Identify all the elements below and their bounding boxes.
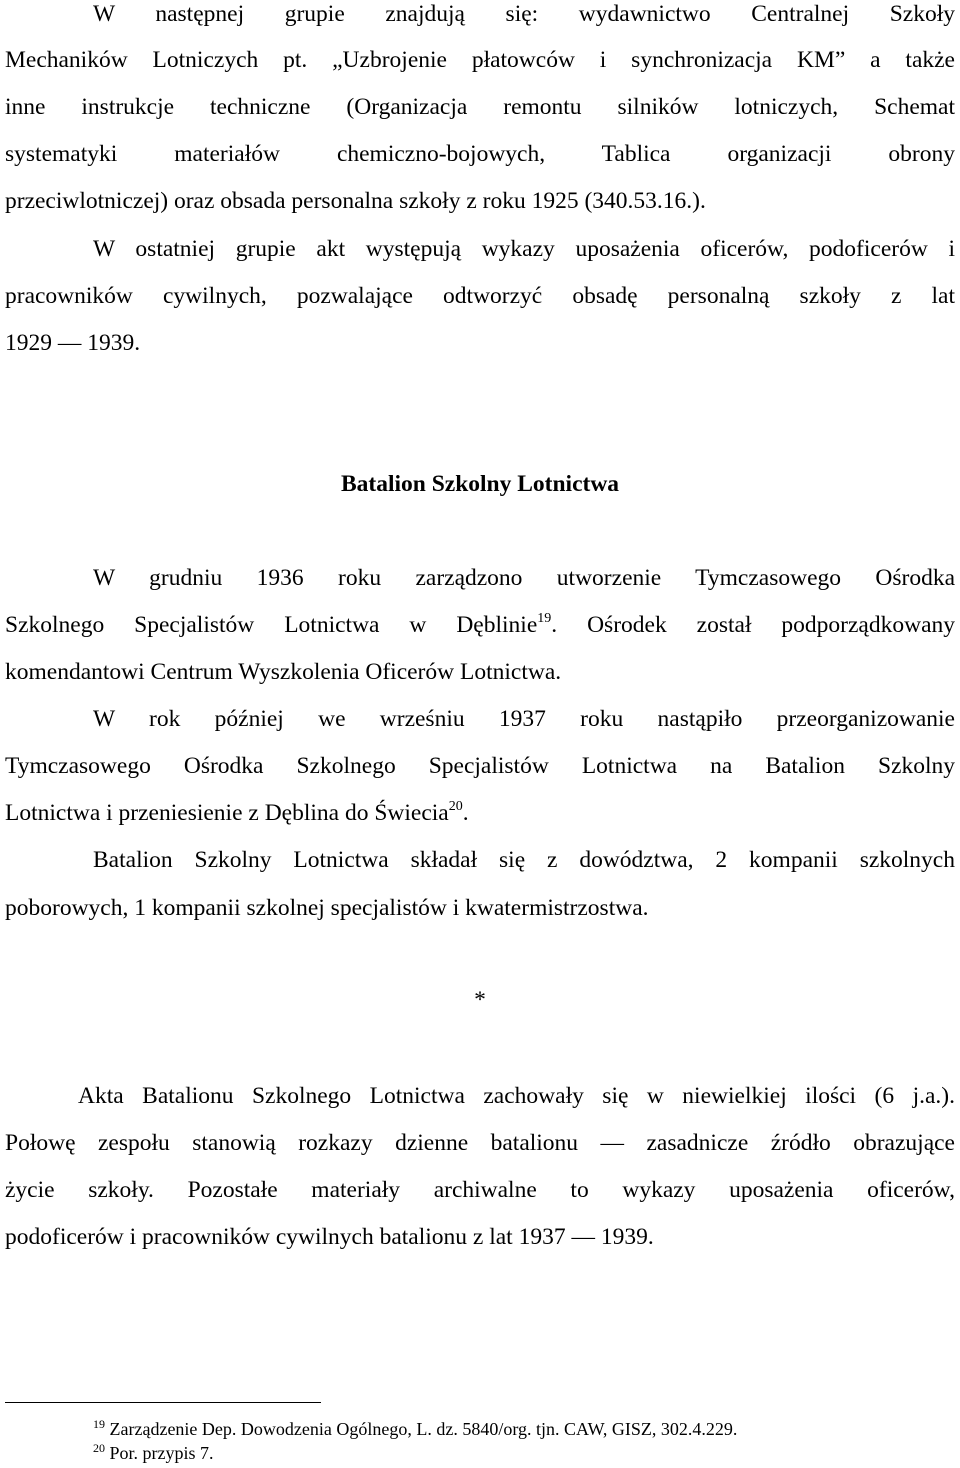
footnote-19 (93, 1418, 737, 1440)
paragraph-text: Szkolnego Specjalistów Lotnictwa w Dęblinie (5, 612, 538, 638)
footnote-ref-20[interactable]: 20 (448, 799, 463, 814)
paragraph-line: Akta Batalionu Szkolnego Lotnictwa zachowały się w niewielkiej ilości (6 j.a.). (78, 1083, 955, 1109)
paragraph-line (5, 799, 955, 827)
paragraph-line: W grudniu 1936 roku zarządzono utworzenie Tymczasowego Ośrodka (93, 565, 955, 591)
footnote-divider (5, 1402, 321, 1403)
paragraph-text: . Ośrodek został podporządkowany (551, 612, 956, 638)
paragraph-line: Tymczasowego Ośrodka Szkolnego Specjalistów Lotnictwa na Batalion Szkolny (5, 753, 955, 779)
paragraph-line: Batalion Szkolny Lotnictwa składał się z dowództwa, 2 kompanii szkolnych (93, 847, 955, 873)
paragraph-text: Lotnictwa i przeniesienie z Dęblina do Świecia (5, 800, 449, 826)
paragraph-line: Mechaników Lotniczych pt. „Uzbrojenie płatowców i synchronizacja KM” a także (5, 47, 955, 73)
paragraph-line: pracowników cywilnych, pozwalające odtworzyć obsadę personalną szkoły z lat (5, 283, 955, 309)
footnote-ref-19[interactable]: 19 (537, 611, 552, 626)
section-heading: Batalion Szkolny Lotnictwa (340, 471, 620, 497)
footnote-text: Por. przypis 7. (109, 1443, 214, 1463)
paragraph-line (5, 611, 955, 639)
paragraph-line: Połowę zespołu stanowią rozkazy dzienne batalionu — zasadnicze źródło obrazujące (5, 1130, 955, 1156)
paragraph-line: systematyki materiałów chemiczno-bojowych, Tablica organizacji obrony (5, 141, 955, 167)
footnote-20 (93, 1442, 214, 1464)
section-separator: * (474, 987, 486, 1013)
paragraph-line: W ostatniej grupie akt występują wykazy uposażenia oficerów, podoficerów i (93, 236, 955, 262)
paragraph-text: . (462, 800, 469, 826)
footnote-number: 20 (93, 1441, 105, 1455)
paragraph-line: podoficerów i pracowników cywilnych batalionu z lat 1937 — 1939. (5, 1224, 654, 1250)
paragraph-line: W następnej grupie znajdują się: wydawnictwo Centralnej Szkoły (93, 1, 955, 27)
paragraph-line: 1929 — 1939. (5, 330, 141, 356)
paragraph-line: przeciwlotniczej) oraz obsada personalna szkoły z roku 1925 (340.53.16.). (5, 188, 706, 214)
paragraph-line: życie szkoły. Pozostałe materiały archiwalne to wykazy uposażenia oficerów, (5, 1177, 955, 1203)
footnote-number: 19 (93, 1417, 105, 1431)
paragraph-line: W rok później we wrześniu 1937 roku nastąpiło przeorganizowanie (93, 706, 955, 732)
footnote-text: Zarządzenie Dep. Dowodzenia Ogólnego, L. dz. 5840/org. tjn. CAW, GISZ, 302.4.229. (109, 1419, 738, 1439)
paragraph-line: inne instrukcje techniczne (Organizacja remontu silników lotniczych, Schemat (5, 94, 955, 120)
paragraph-line: komendantowi Centrum Wyszkolenia Oficerów Lotnictwa. (5, 659, 562, 685)
paragraph-line: poborowych, 1 kompanii szkolnej specjalistów i kwatermistrzostwa. (5, 895, 649, 921)
